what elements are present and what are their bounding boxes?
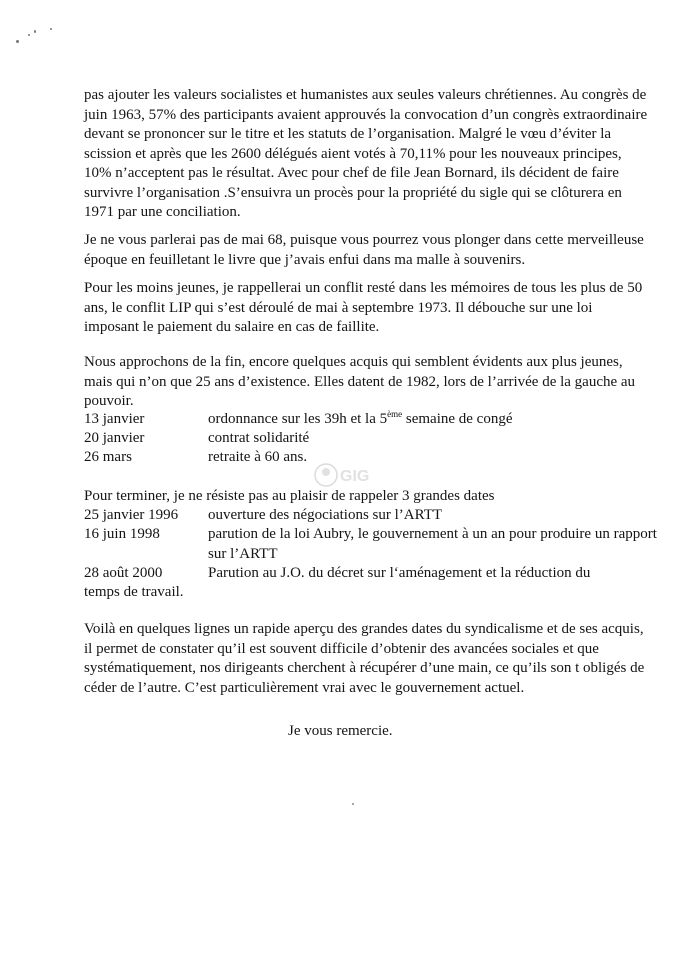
date-label: 28 août 2000 xyxy=(84,565,163,581)
paragraph-2: Je ne vous parlerai pas de mai 68, puisque vous pourrez vous plonger dans cette merveilleuse époque en feuilletant le livre que j’avais enfui dans ma malle à souvenirs. xyxy=(84,232,644,268)
scan-dot xyxy=(352,803,354,805)
paragraph-1: pas ajouter les valeurs socialistes et humanistes aux seules valeurs chrétiennes. Au congrès de juin 1963, 57% des participants avaient approuvés la convocation d’un congrès extraordinaire devant se prononcer sur le titre et les statuts de l’organisation. Malgré le vœu d’éviter la scission et après que les 2600 délégués aient votés à 70,11% pour les nouveaux principes, 10% n’acceptent pas le résultat. Avec pour chef de file Jean Bornard, ils décident de faire survivre l’organisation .S’ensuivra un procès pour la propriété du sigle qui se clôturera en 1971 par une conciliation. xyxy=(84,87,648,220)
acquis-desc: ordonnance sur les 39h et la 5ème semaine de congé xyxy=(208,409,513,427)
watermark-text: GIG xyxy=(340,468,370,485)
acquis-desc: contrat solidarité xyxy=(208,430,310,446)
dates-intro: Pour terminer, je ne résiste pas au plaisir de rappeler 3 grandes dates xyxy=(84,488,495,504)
acquis-date: 20 janvier xyxy=(84,430,145,446)
acquis-date: 13 janvier xyxy=(84,411,145,427)
date-desc-continued: temps de travail. xyxy=(84,584,184,600)
acquis-desc: retraite à 60 ans. xyxy=(208,449,308,465)
date-label: 25 janvier 1996 xyxy=(84,507,179,523)
paragraph-conclusion: Voilà en quelques lignes un rapide aperçu des grandes dates du syndicalisme et de ses acquis, il permet de constater qu’il est souvent difficile d’obtenir des avancées sociales et que systématiquement, nos dirigeants cherchent à récupérer d’une main, ce qu’ils son t obligés de céder de l’autre. C’est particulièrement vrai avec le gouvernement actuel. xyxy=(84,621,645,696)
paragraph-3: Pour les moins jeunes, je rappellerai un conflit resté dans les mémoires de tous les plus de 50 ans, le conflit LIP qui s’est déroulé de mai à septembre 1973. Il débouche sur une loi imposant le paiement du salaire en cas de faillite. xyxy=(84,280,643,335)
paragraph-4: Nous approchons de la fin, encore quelques acquis qui semblent évidents aux plus jeunes, mais qui n’on que 25 ans d’existence. Elles datent de 1982, lors de l’arrivée de la gauche au pouvoir. xyxy=(84,354,636,409)
scan-specks xyxy=(16,26,56,46)
date-desc: Parution au J.O. du décret sur l‘aménagement et la réduction du xyxy=(208,565,591,581)
acquis-date: 26 mars xyxy=(84,449,132,465)
date-label: 16 juin 1998 xyxy=(84,526,160,542)
closing-line: Je vous remercie. xyxy=(288,723,393,739)
date-desc: parution de la loi Aubry, le gouvernement à un an pour produire un rapport sur l’ARTT xyxy=(208,526,657,562)
date-desc: ouverture des négociations sur l’ARTT xyxy=(208,507,443,523)
